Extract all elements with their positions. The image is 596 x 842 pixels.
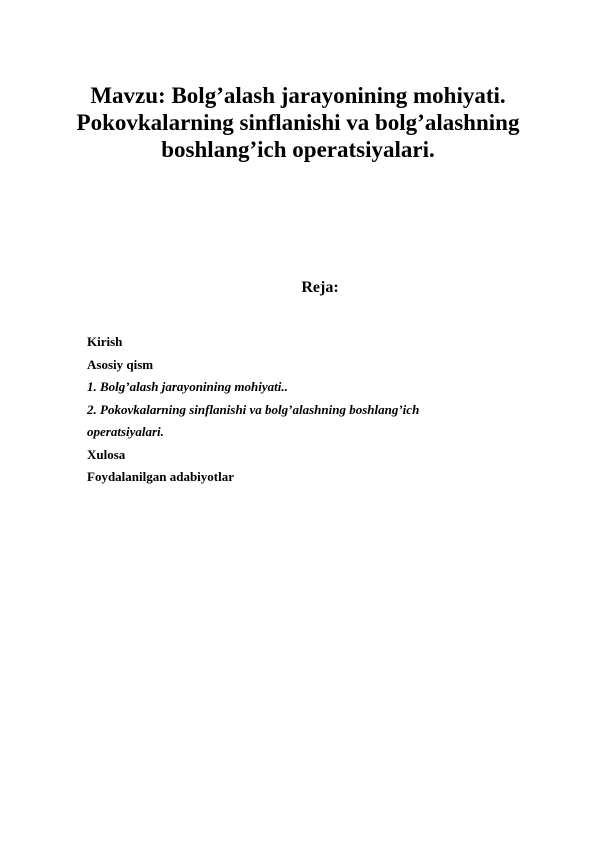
plan-item-introduction: Kirish: [87, 334, 123, 349]
title-line-2: Pokovkalarning sinflanishi va bolg’alashning: [76, 110, 520, 135]
plan-item-references: Foydalanilgan adabiyotlar: [87, 469, 234, 484]
plan-item-section-1: 1. Bolg’alash jarayonining mohiyati..: [87, 379, 288, 394]
title-line-3: boshlang’ich operatsiyalari.: [161, 137, 435, 162]
plan-item-main-part: Asosiy qism: [87, 356, 154, 372]
plan-item-conclusion: Xulosa: [87, 446, 126, 462]
title-line-1: Mavzu: Bolg’alash jarayonining mohiyati.: [90, 83, 506, 108]
plan-heading: Reja:: [301, 279, 339, 296]
plan-item-section-2: 2. Pokovkalarning sinflanishi va bolg’alashning boshlang’ich: [87, 401, 420, 417]
document-title: [40, 82, 556, 163]
plan-item-section-2-continued: operatsiyalari.: [87, 424, 164, 439]
plan-list: [87, 331, 557, 489]
